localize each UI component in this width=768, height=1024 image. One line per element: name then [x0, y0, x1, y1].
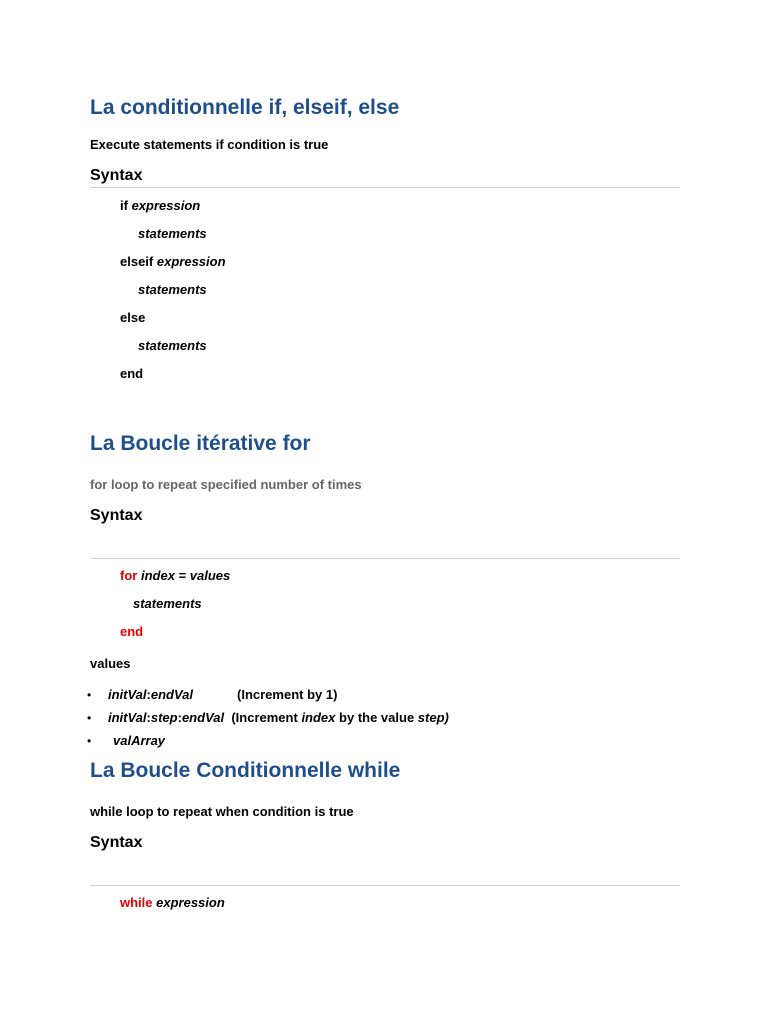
section-title-for: La Boucle itérative for	[90, 432, 311, 455]
code-line-elseif	[120, 254, 226, 269]
init-val: initVal	[108, 710, 147, 725]
colon: :	[146, 687, 151, 702]
end-val: endVal	[181, 710, 225, 725]
colon: :	[177, 710, 182, 725]
expression-if: expression	[131, 198, 201, 213]
section-description-for: for loop to repeat specified number of times	[90, 477, 362, 492]
step-note-a: (Increment	[231, 710, 298, 725]
list-item-range	[108, 687, 193, 702]
statements-line-1: statements	[138, 226, 207, 241]
section-title-if: La conditionnelle if, elseif, else	[90, 96, 400, 119]
keyword-else: else	[120, 310, 146, 325]
section-title-while: La Boucle Conditionnelle while	[90, 759, 401, 782]
divider-if	[90, 187, 680, 188]
statements-line-for: statements	[133, 596, 202, 611]
list-item-step-range	[108, 710, 449, 725]
code-line-if	[120, 198, 200, 213]
keyword-end-if: end	[120, 366, 144, 381]
loop-values: values	[189, 568, 231, 583]
section-description-if: Execute statements if condition is true	[90, 137, 329, 152]
expression-while: expression	[156, 895, 225, 910]
divider-for	[90, 558, 680, 559]
divider-while	[90, 885, 680, 886]
range-note: (Increment by 1)	[237, 687, 338, 702]
keyword-while: while	[120, 895, 153, 910]
keyword-if: if	[120, 198, 128, 213]
loop-index: index	[140, 568, 175, 583]
values-label: values	[90, 656, 131, 671]
section-description-while: while loop to repeat when condition is true	[90, 804, 354, 819]
bullet-icon: •	[87, 688, 92, 702]
step-note-index: index	[301, 710, 336, 725]
init-val: initVal	[108, 687, 147, 702]
bullet-icon: •	[87, 734, 92, 748]
list-item-valarray: valArray	[113, 733, 166, 748]
statements-line-2: statements	[138, 282, 207, 297]
keyword-elseif: elseif	[120, 254, 154, 269]
end-val: endVal	[150, 687, 194, 702]
colon: :	[146, 710, 151, 725]
step-note-b: by the value	[339, 710, 415, 725]
syntax-heading-for: Syntax	[90, 507, 143, 524]
step-note-step: step)	[417, 710, 449, 725]
step: step	[150, 710, 178, 725]
expression-elseif: expression	[156, 254, 226, 269]
syntax-heading-if: Syntax	[90, 167, 143, 184]
keyword-for: for	[120, 568, 138, 583]
statements-line-3: statements	[138, 338, 207, 353]
syntax-heading-while: Syntax	[90, 834, 143, 851]
equals-sign: =	[178, 568, 187, 583]
code-line-while	[120, 895, 225, 910]
keyword-end-for: end	[120, 624, 144, 639]
code-line-for	[120, 568, 230, 583]
bullet-icon: •	[87, 711, 92, 725]
